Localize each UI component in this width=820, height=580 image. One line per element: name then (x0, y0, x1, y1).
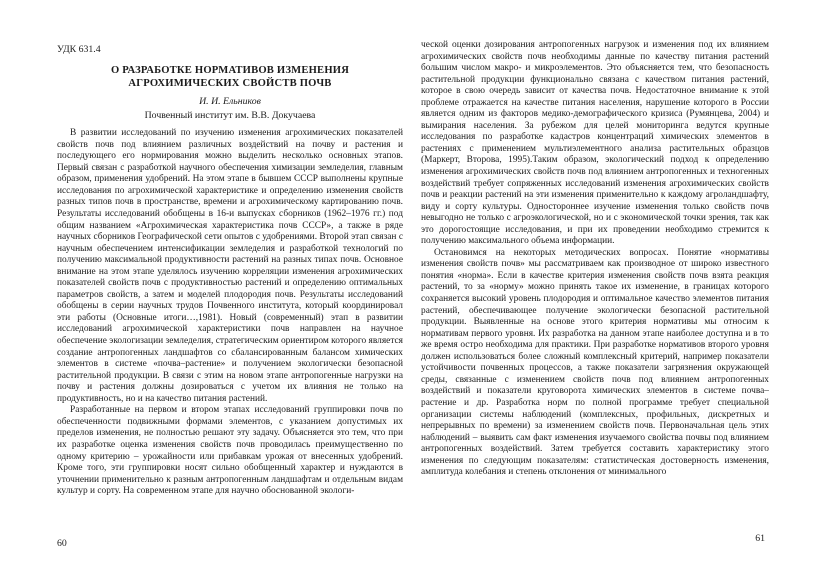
paragraph: Остановимся на некоторых методических вопросах. Понятие «нормативы изменения свойств почв» мы рассматриваем как производное от широко известного понятия «норма». Если в качестве критерия изменения свойств почв взята реакция растений, то за «норму» можно принять такое их изменение, в границах которого сохраняется высокий уровень плодородия и оптимальное качество элементов питания растений, обеспечивающее получение экологически безопасной растительной продукции. Выявленные на основе этого критерия нормативы мы относим к нормативам первого уровня. Их разработка на данном этапе наиболее доступна и в то же время остро необходима для практики. При разработке нормативов второго уровня должен использоваться более сложный комплексный критерий, например показатели устойчивости почвенных процессов, а также показатели загрязнения окружающей среды, связанные с изменением свойств почв под влиянием антропогенных воздействий и показатели круговорота химических элементов в системе почва–растение и др. Разработка норм по полной программе требует специальной организации системы наблюдений (комплексных, профильных, дискретных и непрерывных по времени) за изменением свойств почв. Первоначальная цель этих наблюдений – выявить сам факт изменения изучаемого свойства почвы под влиянием антропогенных воздействий. Затем требуется составить характеристику этого изменения по следующим показателям: статистическая достоверность изменения, амплитуда колебания и степень отклонения от минимального (421, 247, 769, 478)
paragraph: В развитии исследований по изучению изменения агрохимических показателей свойств почв под влиянием различных воздействий на почву и растения и последующего его нормирования можно выделить несколько основных этапов. Первый связан с разработкой научного обеспечения химизации земледелия, главным образом, применения удобрений. На этом этапе в бывшем СССР выполнены крупные исследования по агрохимической характеристике и определению изменения свойств разных типов почв в пространстве, времени и агрохимическому картированию почв. Результаты исследований обобщены в 16-и выпусках сборников (1962–1976 гг.) под общим названием «Агрохимическая характеристика почв СССР», а также в ряде научных сборников Географической сети опытов с удобрениями. Второй этап связан с научным обеспечением интенсификации земледелия и разработкой технологий по получению максимальной продуктивности растений на разных типах почв. Основное внимание на этом этапе уделялось изучению корреляции изменения агрохимических показателей свойств почв с продуктивностью растений и определению оптимальных параметров свойств, а затем и моделей плодородия почв. Результаты исследований обобщены в серии научных трудов Почвенного института, который координировал эти работы (Основные итоги…,1981). Новый (современный) этап в развитии исследований агрохимической характеристики почв направлен на научное обеспечение экологизации земледелия, стратегическим ориентиром которого является создание антропогенных ландшафтов со сбалансированным балансом химических элементов в системе «почва–растение» и получением экологически безопасной растительной продукции. В связи с этим на новом этапе антропогенные нагрузки на почву и растения должны дозироваться с учетом их влияния не только на продуктивность, но и на качество питания растений. (57, 128, 403, 404)
right-page-body (421, 40, 769, 479)
article-title (57, 65, 403, 90)
page-number-left: 60 (57, 538, 67, 549)
udc-code: УДК 631.4 (57, 44, 101, 55)
left-page-body (57, 128, 403, 498)
left-page (57, 0, 403, 580)
author-affiliation: Почвенный институт им. В.В. Докучаева (144, 110, 316, 122)
page-number-right: 61 (755, 533, 765, 544)
paragraph-continuation: ческой оценки дозирования антропогенных нагрузок и изменения под их влиянием агрохимических свойств почв необходимы данные по качеству питания растений большим числом макро- и микроэлементов. Это объясняется тем, что безопасность растительной продукции функционально связана с качеством питания растений, которое в свою очередь зависит от качества почв. Недостаточное внимание к этой проблеме отражается на качестве питания населения, нарушение которого в России является одним из факторов медико-демографического кризиса (Румянцева, 2004) и вымирания населения. За рубежом для целей мониторинга ведутся крупные исследования по разработке кадастров концентраций химических элементов в растениях с применением мультиэлементного анализа растительных образцов (Маркерт, Второва, 1995).Таким образом, экологический подход к определению изменения агрохимических свойств почв под влиянием антропогенных и техногенных воздействий требует сопряженных исследований изменения агрохимических свойств почв и реакции растений на эти изменения применительно к каждому агроландшафту, виду и сорту культуры. Одностороннее изучение изменения только свойств почв невыгодно не только с агроэкологической, но и с экономической точки зрения, так как это дорогостоящие исследования, и при их проведении необходимо стремится к получению максимального объема информации. (421, 40, 769, 247)
article-title-line-2: АГРОХИМИЧЕСКИХ СВОЙСТВ ПОЧВ (128, 77, 332, 89)
right-page (421, 0, 769, 580)
article-title-line-1: О РАЗРАБОТКЕ НОРМАТИВОВ ИЗМЕНЕНИЯ (110, 65, 350, 76)
author-name: И. И. Ельников (199, 96, 261, 108)
paragraph: Разработанные на первом и втором этапах исследований группировки почв по обеспеченности подвижными формами элементов, с указанием допустимых их пределов изменения, не полностью решают эту задачу. Объясняется это тем, что при их разработке оценка изменения свойств почв проводилась преимущественно по одному критерию – урожайности или прибавкам урожая от внесенных удобрений. Кроме того, эти группировки носят сильно обобщенный характер и нуждаются в уточнении применительно к разным антропогенным ландшафтам и отдельным видам культур и сорту. На современном этапе для научно обоснованной экологи- (57, 405, 403, 497)
